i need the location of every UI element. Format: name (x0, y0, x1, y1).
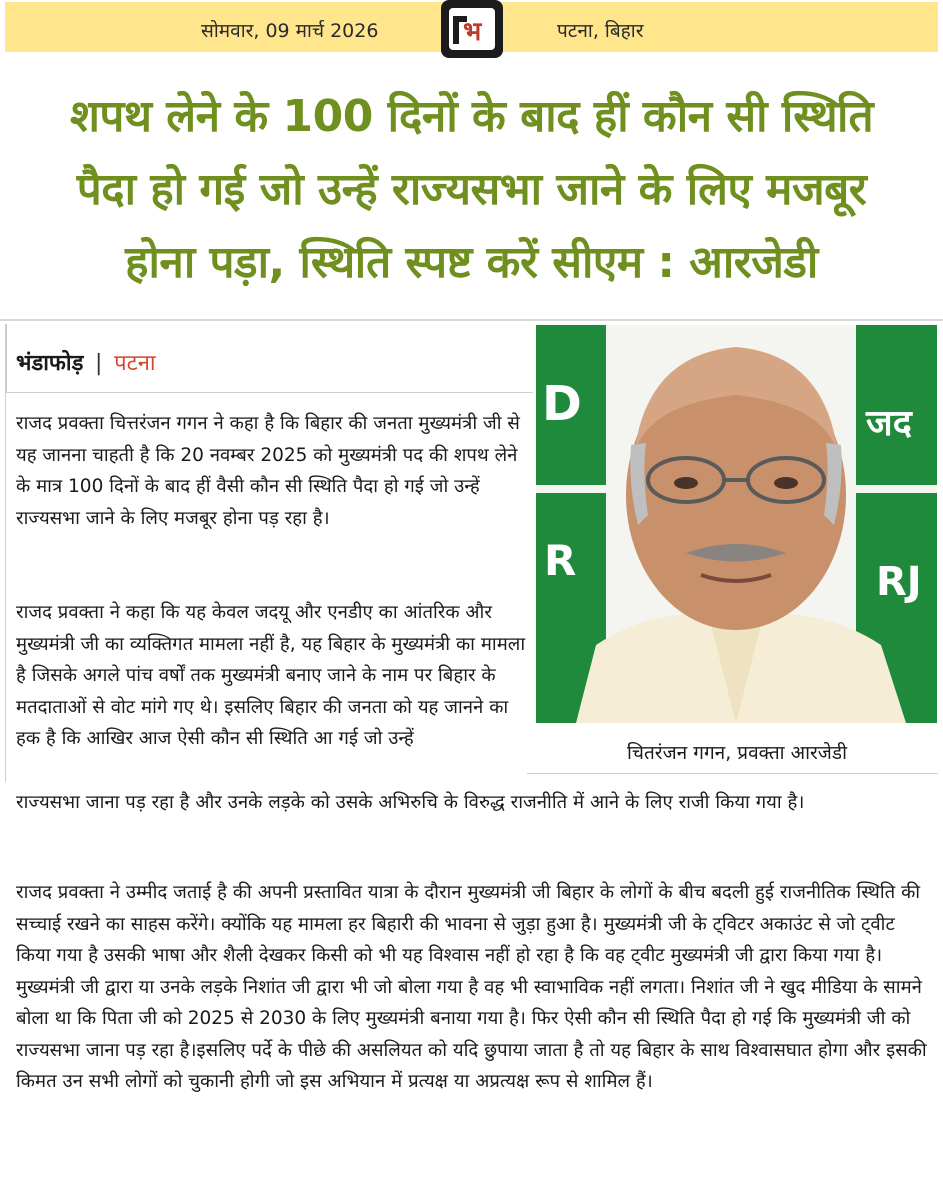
byline-divider (5, 392, 533, 393)
article-paragraph-2-continued: राज्यसभा जाना पड़ रहा है और उनके लड़के को उसके अभिरुचि के विरुद्ध राजनीति में आने के लिए राजी किया गया है। (16, 792, 805, 813)
backdrop-letter-jd: जद (866, 403, 912, 444)
caption-divider (527, 773, 938, 774)
logo-inner (449, 8, 495, 50)
headline-line-2: पैदा हो गई जो उन्हें राज्यसभा जाने के लिए मजबूर (76, 164, 867, 215)
backdrop-letter-r: R (544, 536, 577, 585)
backdrop-letter-rj: RJ (876, 559, 922, 605)
byline-separator: | (95, 351, 103, 376)
portrait-illustration (536, 325, 937, 723)
logo-letter: भ (463, 17, 482, 47)
headline-line-1: शपथ लेने के 100 दिनों के बाद हीं कौन सी स्थिति (69, 91, 874, 142)
article-paragraph-3: राजद प्रवक्ता ने उम्मीद जताई है की अपनी प्रस्तावित यात्रा के दौरान मुख्यमंत्री जी बिहार के लोगों के बीच बदली हुई राजनीतिक स्थिति की सच्चाई रखने का साहस करेंगे। क्योंकि यह मामला हर बिहारी की भावना से जुड़ा हुआ है। मुख्यमंत्री जी के ट्विटर अकाउंट से जो ट्वीट किया गया है उसकी भाषा और शैली देखकर किसी को भी यह विश्वास नहीं हो रहा है कि वह ट्वीट मुख्यमंत्री जी द्वारा किया गया है। मुख्यमंत्री जी द्वारा या उनके लड़के निशांत जी द्वारा भी जो बोला गया है वह भी स्वाभाविक नहीं लगता। निशांत जी ने खुद मीडिया के सामने बोला था कि पिता जी को 2025 से 2030 के लिए मुख्यमंत्री बनाया गया है। फिर ऐसी कौन सी स्थिति पैदा हो गई कि मुख्यमंत्री जी को राज्यसभा जाना पड़ रहा है।इसलिए पर्दे के पीछे की असलियत को यदि छुपाया जाता है तो यह बिहार के साथ विश्वासघात होगा और इसकी किमत उन सभी लोगों को चुकानी होगी जो इस अभियान में प्रत्यक्ष या अप्रत्यक्ष रूप से शामिल हैं। (16, 882, 927, 1092)
edition-city: पटना, बिहार (557, 20, 644, 42)
byline-city: पटना (114, 351, 156, 376)
photo-caption: चितरंजन गगन, प्रवक्ता आरजेडी (626, 742, 847, 764)
byline (16, 347, 156, 377)
article-paragraph-2: राजद प्रवक्ता ने कहा कि यह केवल जदयू और एनडीए का आंतरिक और मुख्यमंत्री जी का व्यक्तिगत मामला नहीं है, यह बिहार के मुख्यमंत्री का मामला है जिसके अगले पांच वर्षों तक मुख्यमंत्री बनाए जाने के नाम पर बिहार के मतदाताओं से वोट मांगे गए थे। इसलिए बिहार की जनता को यह जानने का हक है कि आखिर आज ऐसी कौन सी स्थिति आ गई जो उन्हें (16, 602, 526, 749)
headline (0, 80, 943, 299)
headline-divider (0, 319, 943, 321)
headline-line-3: होना पड़ा, स्थिति स्पष्ट करें सीएम : आरजेडी (125, 237, 818, 288)
newspaper-logo[interactable] (441, 0, 503, 58)
byline-left-rule (5, 324, 7, 392)
byline-source: भंडाफोड़ (16, 351, 84, 376)
edition-date: सोमवार, 09 मार्च 2026 (201, 20, 379, 42)
column-side-rule (5, 392, 6, 782)
spokesperson-photo (536, 325, 937, 723)
backdrop-letter-d: D (542, 376, 582, 432)
article-paragraph-1: राजद प्रवक्ता चित्तरंजन गगन ने कहा है कि बिहार की जनता मुख्यमंत्री जी से यह जानना चाहती है कि 20 नवम्बर 2025 को मुख्यमंत्री पद की शपथ लेने के मात्र 100 दिनों के बाद हीं वैसी कौन सी स्थिति पैदा हो गई जो उन्हें राज्यसभा जाने के लिए मजबूर होना पड़ रहा है। (16, 413, 520, 529)
